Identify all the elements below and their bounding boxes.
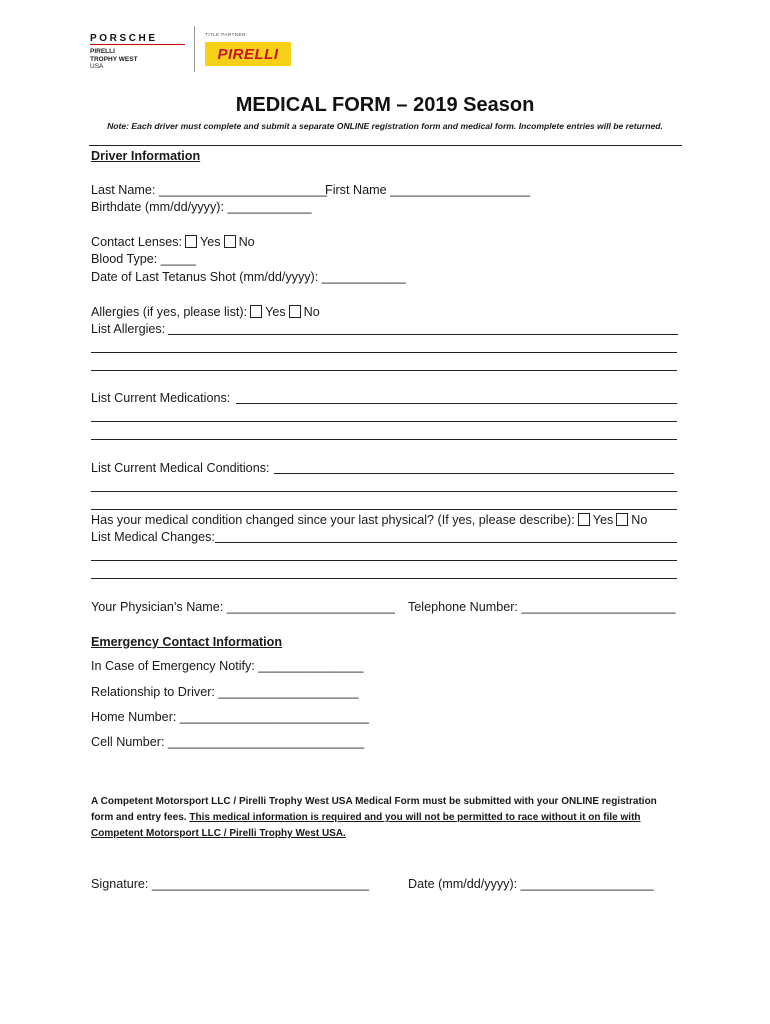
last-name-field[interactable]: Last Name: ________________________: [91, 183, 327, 197]
contact-lenses-no-checkbox[interactable]: [224, 235, 236, 248]
medical-changes-line-1[interactable]: [215, 542, 677, 543]
contact-lenses-yes-checkbox[interactable]: [185, 235, 197, 248]
title-partner-label: TITLE PARTNER: [205, 33, 246, 38]
condition-changed-label: Has your medical condition changed since your last physical? (If yes, please describe):: [91, 513, 575, 527]
porsche-underline: [90, 44, 185, 45]
page-title: MEDICAL FORM – 2019 Season: [235, 94, 535, 116]
medications-line-2[interactable]: [91, 421, 677, 422]
form-note: Note: Each driver must complete and submit a separate ONLINE registration form and medical form. Incomplete entries will be returned.: [107, 121, 663, 131]
condition-changed-no-checkbox[interactable]: [616, 513, 628, 526]
home-number-field[interactable]: Home Number: ___________________________: [91, 710, 369, 724]
submission-notice-underlined: This medical information is required and you will not be permitted to race without it on file with Competent Motorsport LLC / Pirelli Trophy West USA.: [91, 812, 641, 839]
contact-lenses-no-label: No: [238, 235, 255, 249]
contact-lenses-yes-label: Yes: [200, 235, 221, 249]
conditions-line-1[interactable]: [274, 473, 674, 474]
first-name-field[interactable]: First Name ____________________: [325, 183, 531, 197]
pirelli-logo-text: PIRELLI: [217, 46, 279, 63]
submission-notice-plain: A Competent Motorsport LLC / Pirelli Trophy West USA Medical Form must be submitted with your ONLINE registration form and entry fees.: [91, 796, 657, 823]
header-divider: [194, 26, 195, 72]
contact-lenses-label: Contact Lenses:: [91, 235, 183, 249]
header-rule: [89, 145, 682, 146]
physician-name-field[interactable]: Your Physician’s Name: ________________________: [91, 600, 395, 614]
allergies-row: [91, 304, 320, 320]
driver-info-heading: Driver Information: [91, 149, 201, 163]
submission-notice: [91, 794, 681, 842]
medications-line-3[interactable]: [91, 439, 677, 440]
conditions-line-2[interactable]: [91, 491, 677, 492]
trophy-line-3: USA: [90, 63, 104, 70]
relationship-field[interactable]: Relationship to Driver: ____________________: [91, 685, 359, 699]
condition-changed-no-label: No: [631, 513, 648, 527]
allergies-line-3[interactable]: [91, 370, 677, 371]
allergies-yes-checkbox[interactable]: [250, 305, 262, 318]
medical-changes-line-2[interactable]: [91, 560, 677, 561]
signature-date-field[interactable]: Date (mm/dd/yyyy): ___________________: [408, 877, 654, 891]
medical-changes-label: List Medical Changes:: [91, 530, 215, 544]
tetanus-date-field[interactable]: Date of Last Tetanus Shot (mm/dd/yyyy): ____________: [91, 270, 406, 284]
condition-changed-yes-checkbox[interactable]: [578, 513, 590, 526]
trophy-line-2: TROPHY WEST: [90, 55, 138, 63]
porsche-logo: PORSCHE: [90, 33, 158, 44]
birthdate-field[interactable]: Birthdate (mm/dd/yyyy): ____________: [91, 200, 312, 214]
medical-changes-line-3[interactable]: [91, 578, 677, 579]
trophy-west-label: [90, 48, 138, 71]
list-allergies-label: List Allergies:: [91, 322, 166, 336]
conditions-line-3[interactable]: [91, 509, 677, 510]
trophy-line-1: PIRELLI: [90, 48, 115, 55]
emergency-notify-field[interactable]: In Case of Emergency Notify: _______________: [91, 659, 364, 673]
allergies-line-1[interactable]: [168, 334, 678, 335]
condition-changed-row: [91, 512, 647, 528]
allergies-no-label: No: [303, 305, 320, 319]
telephone-number-field[interactable]: Telephone Number: ______________________: [408, 600, 676, 614]
conditions-label: List Current Medical Conditions:: [91, 461, 270, 475]
allergies-yes-label: Yes: [265, 305, 286, 319]
allergies-no-checkbox[interactable]: [289, 305, 301, 318]
contact-lenses-row: [91, 234, 255, 250]
allergies-line-2[interactable]: [91, 352, 677, 353]
pirelli-logo: [205, 42, 291, 66]
condition-changed-yes-label: Yes: [592, 513, 614, 527]
medications-label: List Current Medications:: [91, 391, 231, 405]
emergency-heading: Emergency Contact Information: [91, 635, 283, 649]
blood-type-field[interactable]: Blood Type: _____: [91, 252, 196, 266]
medications-line-1[interactable]: [236, 403, 677, 404]
allergies-label: Allergies (if yes, please list):: [91, 305, 248, 319]
cell-number-field[interactable]: Cell Number: ____________________________: [91, 735, 365, 749]
signature-field[interactable]: Signature: _______________________________: [91, 877, 370, 891]
